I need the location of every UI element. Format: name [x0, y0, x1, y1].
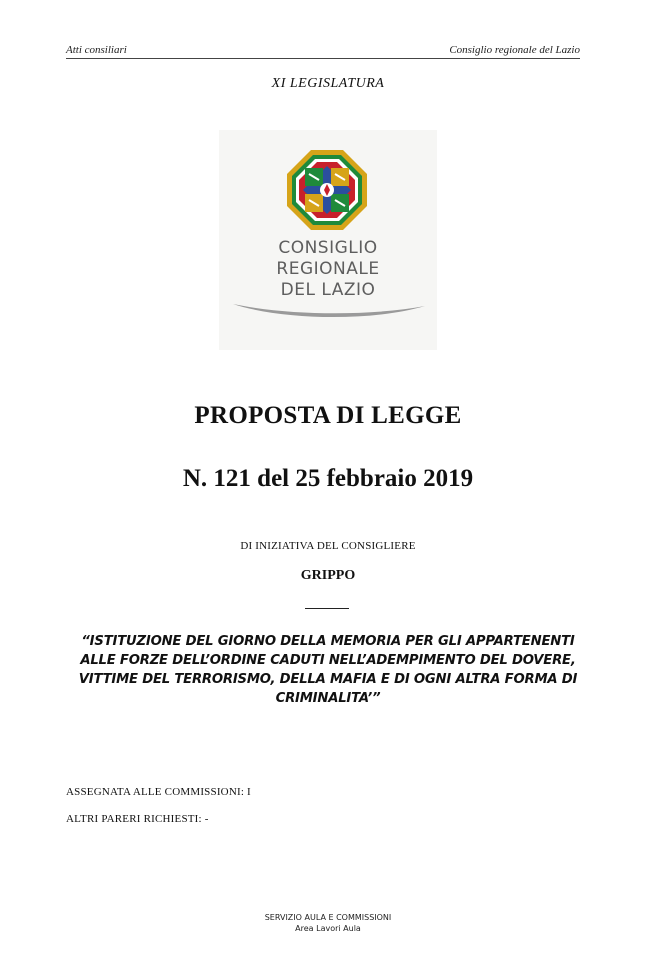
coat-of-arms-icon — [285, 148, 369, 232]
footer-line-2: Area Lavori Aula — [295, 924, 361, 933]
subject-line: ALLE FORZE DELL’ORDINE CADUTI NELL’ADEMPIMENTO DEL DOVERE, — [80, 653, 576, 668]
logo-line-2: REGIONALE — [276, 259, 380, 279]
footer — [0, 912, 656, 934]
consiglio-logo — [219, 130, 437, 350]
document-number: N. 121 del 25 febbraio 2019 — [182, 465, 474, 492]
author-name: GRIPPO — [300, 568, 356, 583]
legislatura-label: XI LEGISLATURA — [271, 76, 385, 91]
footer-line-1: SERVIZIO AULA E COMMISSIONI — [264, 913, 392, 922]
running-header — [66, 44, 580, 59]
logo-line-3: DEL LAZIO — [280, 280, 376, 300]
other-opinions: ALTRI PARERI RICHIESTI: - — [66, 813, 209, 825]
initiative-label: DI INIZIATIVA DEL CONSIGLIERE — [240, 540, 416, 552]
logo-line-1: CONSIGLIO — [278, 238, 378, 258]
logo-wordmark — [219, 238, 437, 301]
header-left: Atti consiliari — [66, 44, 127, 56]
subject-line: VITTIME DEL TERRORISMO, DELLA MAFIA E DI OGNI ALTRA FORMA DI — [78, 672, 578, 687]
header-right: Consiglio regionale del Lazio — [449, 44, 580, 56]
subject-line: “ISTITUZIONE DEL GIORNO DELLA MEMORIA PER GLI APPARTENENTI — [81, 634, 575, 649]
divider — [305, 608, 349, 609]
logo-swoosh — [231, 300, 427, 322]
assigned-commissions: ASSEGNATA ALLE COMMISSIONI: I — [66, 786, 251, 798]
document-title: PROPOSTA DI LEGGE — [194, 402, 462, 429]
subject-line: CRIMINALITA’” — [275, 691, 381, 706]
law-subject — [60, 632, 596, 708]
